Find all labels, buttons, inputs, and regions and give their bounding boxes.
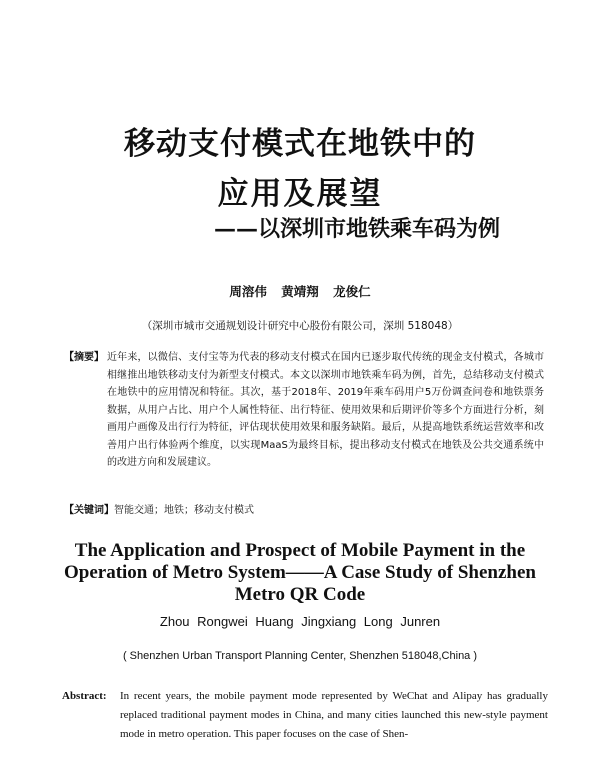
chinese-affiliation: （深圳市城市交通规划设计研究中心股份有限公司，深圳 518048） xyxy=(141,320,459,332)
chinese-authors: 周溶伟 黄靖翔 龙俊仁 xyxy=(229,284,371,299)
chinese-abstract-text: 近年来，以微信、支付宝等为代表的移动支付模式在国内已逐步取代传统的现金支付模式，各城市相继推出地铁移动支付为新型支付模式。本文以深圳市地铁乘车码为例，首先，总结移动支付模式在地铁中的应用情况和特征。其次，基于2018年、2019年乘车码用户5万份调查问卷和地铁票务数据，从用户占比、用户个人属性特征、出行特征、使用效果和后期评价等多个方面进行分析，刻画用户画像及出行行为特征，评估现状使用效果和服务缺陷。最后，从提高地铁系统运营效率和改善用户出行体验两个维度，以实现MaaS为最终目标，提出移动支付模式在地铁及公共交通系统中的改进方向和发展建议。 xyxy=(107,352,544,468)
english-abstract xyxy=(62,687,548,744)
chinese-abstract xyxy=(64,349,544,472)
chinese-title-line-2: 应用及展望 xyxy=(217,176,383,212)
chinese-keywords xyxy=(64,501,544,516)
english-affiliation: ( Shenzhen Urban Transport Planning Center, Shenzhen 518048,China ) xyxy=(122,650,478,662)
english-abstract-text: In recent years, the mobile payment mode represented by WeChat and Alipay has gradually replaced traditional payment modes in China, and many cities launched this new-style payment mode in metro operation. This paper focuses on the case of Shen- xyxy=(120,690,548,740)
chinese-title-line-1: 移动支付模式在地铁中的 xyxy=(124,126,476,162)
english-authors: Zhou Rongwei Huang Jingxiang Long Junren xyxy=(159,614,441,629)
chinese-keywords-label: 【关键词】 xyxy=(64,505,114,516)
chinese-subtitle: ——以深圳市地铁乘车码为例 xyxy=(214,216,501,242)
chinese-keywords-text: 智能交通；地铁；移动支付模式 xyxy=(114,505,254,516)
chinese-abstract-label: 【摘要】 xyxy=(64,352,104,363)
english-title: The Application and Prospect of Mobile Payment in the Operation of Metro System——A Case Study of Shenzhen Metro QR Code xyxy=(63,540,536,605)
english-abstract-label: Abstract: xyxy=(62,690,107,702)
